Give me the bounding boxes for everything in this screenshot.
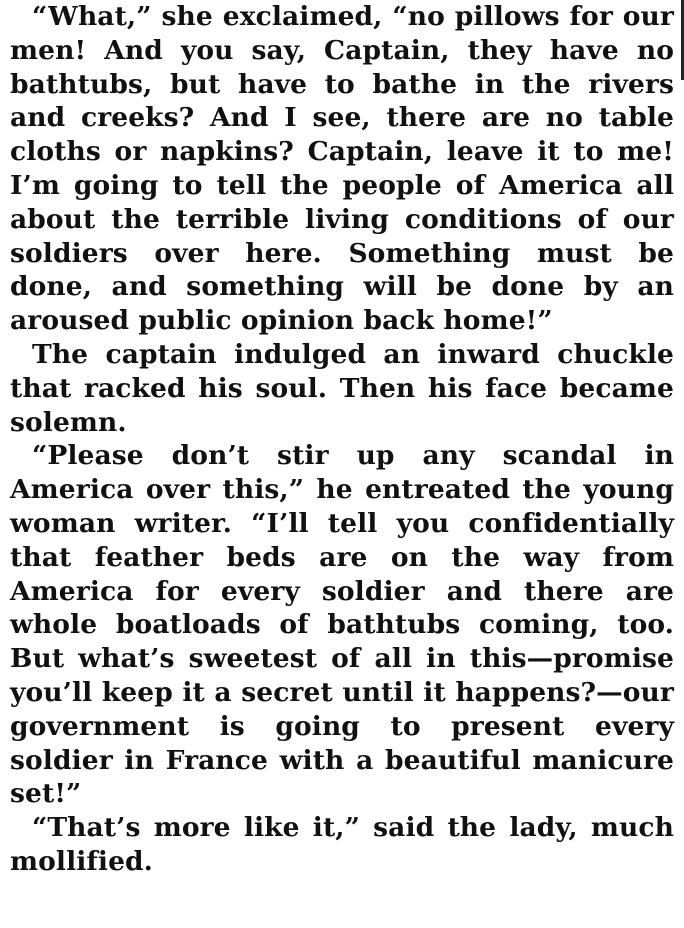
paragraph-pillows-dialogue: “What,” she exclaimed, “no pillows for our men! And you say, Captain, they have no bathtubs, but have to bathe in the rivers and creeks? And I see, there are no table cloths or napkins? Captain, leave it to me! I’m going to tell the people of America all about the terrible living conditions of our soldiers over here. Something must be done, and something will be done by an aroused public opinion back home!” — [10, 1, 674, 337]
article-column — [10, 0, 674, 879]
paragraph-lady-mollified: “That’s more like it,” said the lady, much mollified. — [10, 812, 674, 877]
paragraph-captain-reply: “Please don’t stir up any scandal in America over this,” he entreated the young woman writer. “I’ll tell you confidentially that feather beds are on the way from America for every soldier and there are whole boatloads of bathtubs coming, too. But what’s sweetest of all in this—promise you’ll keep it a secret until it happens?—our government is going to present every soldier in France with a beautiful manicure set!” — [10, 440, 674, 810]
paragraph-captain-chuckle: The captain indulged an inward chuckle that racked his soul. Then his face became solemn. — [10, 338, 674, 438]
